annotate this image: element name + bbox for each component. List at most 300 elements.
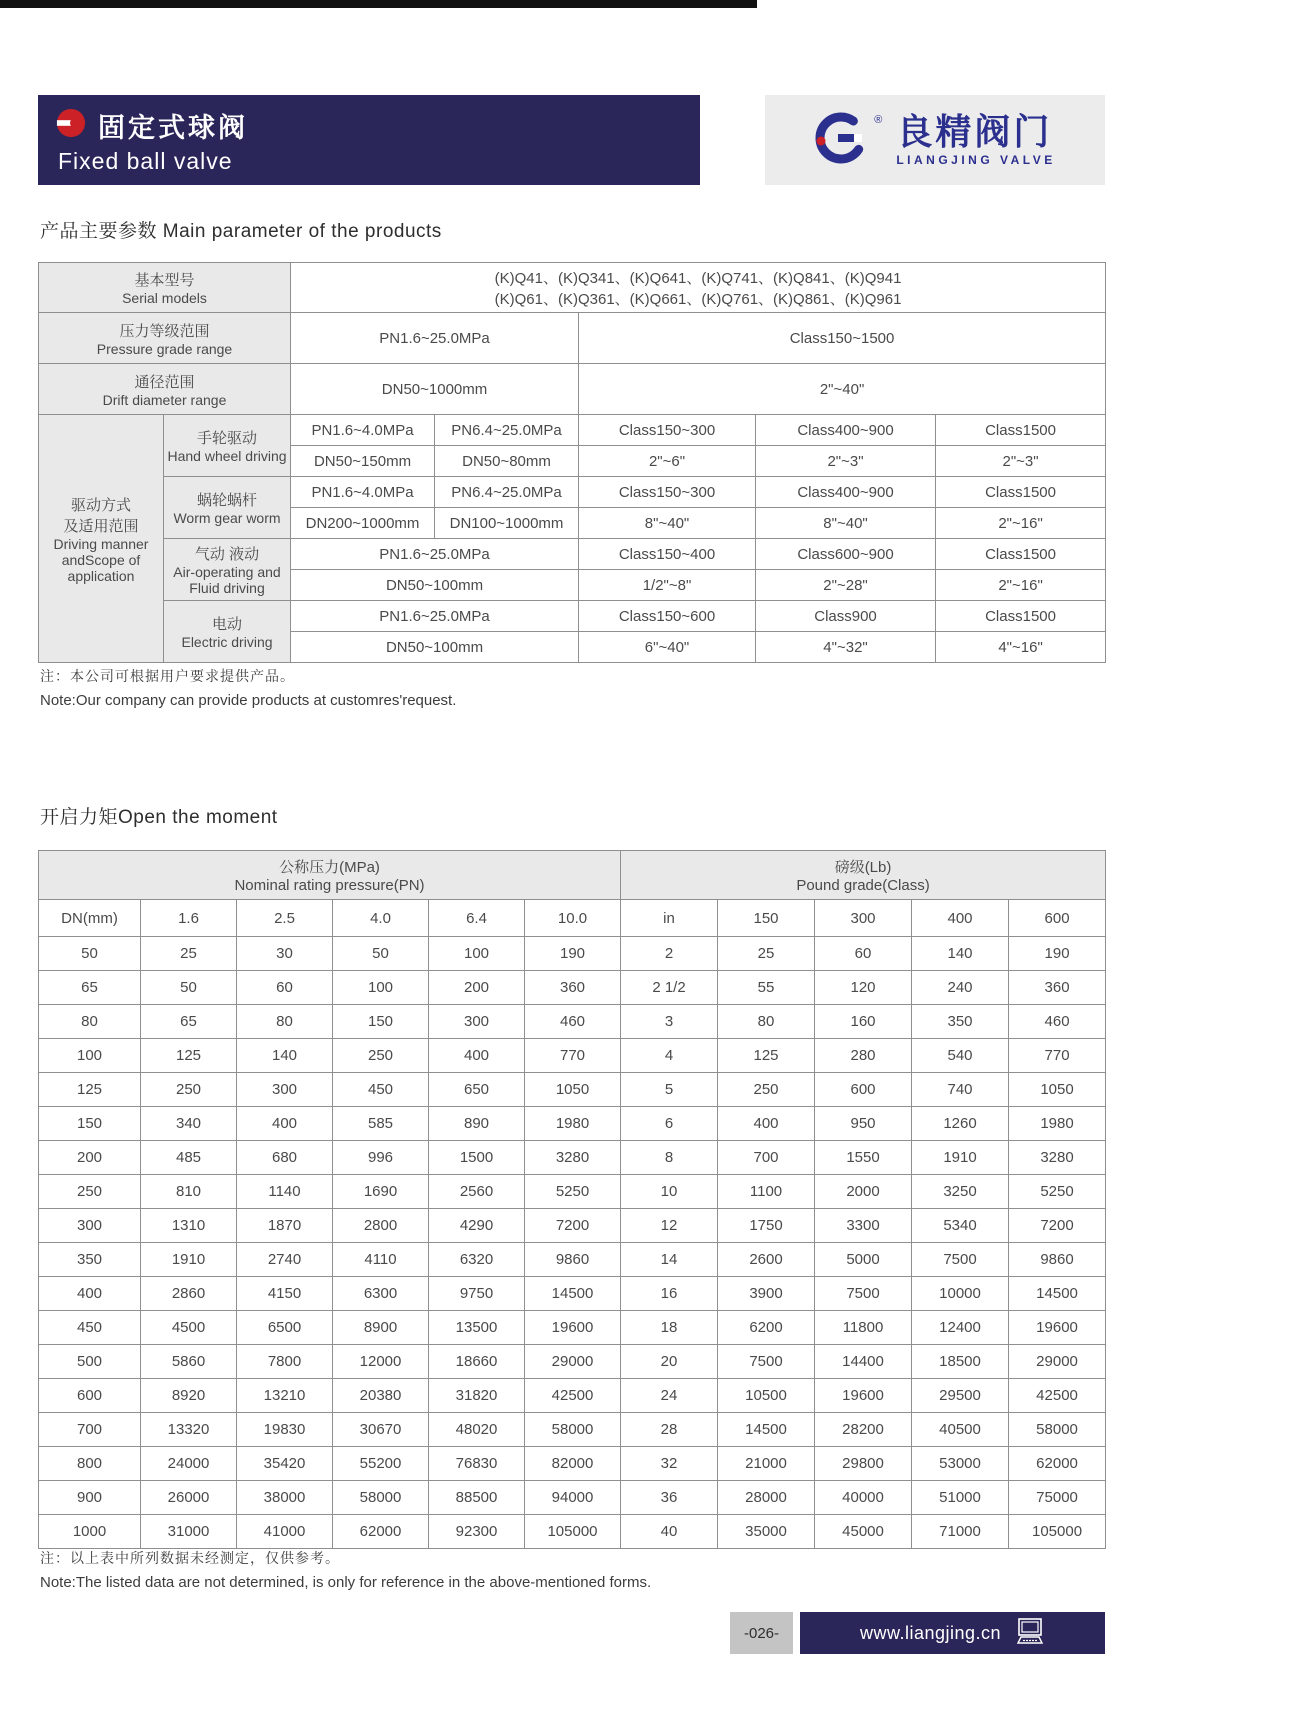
torque-cell: 35420: [237, 1447, 333, 1481]
table-value-cell: DN50~80mm: [435, 446, 579, 477]
torque-cell: 65: [141, 1005, 237, 1039]
torque-cell: 770: [1009, 1039, 1106, 1073]
torque-cell: 1750: [718, 1209, 815, 1243]
drift-diameter-class: 2"~40": [579, 364, 1106, 415]
torque-cell: 6500: [237, 1311, 333, 1345]
torque-cell: 340: [141, 1107, 237, 1141]
note-reference: [40, 1548, 651, 1591]
torque-cell: 7200: [525, 1209, 621, 1243]
torque-cell: 51000: [912, 1481, 1009, 1515]
note-reference-en: Note:The listed data are not determined, is only for reference in the above-mentioned forms.: [40, 1574, 652, 1591]
torque-cell: 900: [39, 1481, 141, 1515]
torque-cell: 150: [39, 1107, 141, 1141]
torque-cell: 29500: [912, 1379, 1009, 1413]
drift-diameter-pn: DN50~1000mm: [291, 364, 579, 415]
torque-cell: 14400: [815, 1345, 912, 1379]
table-value-cell: Class150~400: [579, 539, 756, 570]
torque-cell: 9860: [1009, 1243, 1106, 1277]
torque-cell: 80: [718, 1005, 815, 1039]
torque-cell: 29800: [815, 1447, 912, 1481]
table-value-cell: 4"~32": [756, 632, 936, 663]
torque-cell: 770: [525, 1039, 621, 1073]
torque-cell: 350: [39, 1243, 141, 1277]
torque-cell: 2 1/2: [621, 971, 718, 1005]
torque-row: [39, 1107, 1106, 1141]
torque-row: [39, 1379, 1106, 1413]
top-accent-bar: [0, 0, 757, 8]
torque-cell: 40500: [912, 1413, 1009, 1447]
table-value-cell: 8"~40": [579, 508, 756, 539]
torque-cell: 360: [525, 971, 621, 1005]
section-title-main-parameter: 产品主要参数 Main parameter of the products: [40, 221, 442, 242]
torque-cell: 680: [237, 1141, 333, 1175]
logo-box: [765, 95, 1105, 185]
torque-cell: 14500: [1009, 1277, 1106, 1311]
torque-cell: 1310: [141, 1209, 237, 1243]
torque-cell: 7500: [815, 1277, 912, 1311]
table-value-cell: 2"~16": [936, 508, 1106, 539]
torque-cell: 600: [39, 1379, 141, 1413]
torque-cell: 18500: [912, 1345, 1009, 1379]
torque-row: [39, 1039, 1106, 1073]
torque-row: [39, 1277, 1106, 1311]
torque-table-head: [39, 851, 1106, 937]
torque-cell: 14500: [718, 1413, 815, 1447]
torque-cell: 450: [333, 1073, 429, 1107]
torque-cell: 4500: [141, 1311, 237, 1345]
torque-cell: 3: [621, 1005, 718, 1039]
torque-cell: 14500: [525, 1277, 621, 1311]
page-title-zh: 固定式球阀: [98, 112, 248, 143]
main-parameter-table: [38, 262, 1106, 663]
torque-cell: 250: [39, 1175, 141, 1209]
torque-cell: 20: [621, 1345, 718, 1379]
footer-website-url: www.liangjing.cn: [859, 1622, 1002, 1643]
torque-row: [39, 1447, 1106, 1481]
torque-cell: 48020: [429, 1413, 525, 1447]
column-header: in: [621, 900, 718, 937]
torque-cell: 13320: [141, 1413, 237, 1447]
torque-cell: 4150: [237, 1277, 333, 1311]
torque-cell: 7500: [912, 1243, 1009, 1277]
torque-cell: 240: [912, 971, 1009, 1005]
torque-cell: 950: [815, 1107, 912, 1141]
torque-cell: 1140: [237, 1175, 333, 1209]
table-value-cell: 2"~16": [936, 570, 1106, 601]
torque-cell: 800: [39, 1447, 141, 1481]
column-header: 4.0: [333, 900, 429, 937]
table-value-cell: DN50~100mm: [291, 632, 579, 663]
table-value-cell: Class1500: [936, 415, 1106, 446]
torque-cell: 540: [912, 1039, 1009, 1073]
table-value-cell: PN1.6~25.0MPa: [291, 601, 579, 632]
torque-cell: 8: [621, 1141, 718, 1175]
torque-cell: 5860: [141, 1345, 237, 1379]
torque-cell: 8900: [333, 1311, 429, 1345]
table-value-cell: 2"~6": [579, 446, 756, 477]
torque-cell: 45000: [815, 1515, 912, 1549]
torque-table-body: [39, 937, 1106, 1549]
page-title-en: Fixed ball valve: [58, 147, 233, 174]
torque-cell: 25: [718, 937, 815, 971]
torque-cell: 2: [621, 937, 718, 971]
torque-cell: 55: [718, 971, 815, 1005]
torque-cell: 65: [39, 971, 141, 1005]
torque-cell: 190: [1009, 937, 1106, 971]
table-value-cell: Class150~300: [579, 415, 756, 446]
torque-cell: 26000: [141, 1481, 237, 1515]
torque-cell: 30670: [333, 1413, 429, 1447]
torque-cell: 32: [621, 1447, 718, 1481]
torque-cell: 600: [815, 1073, 912, 1107]
torque-cell: 18: [621, 1311, 718, 1345]
torque-cell: 40000: [815, 1481, 912, 1515]
torque-row: [39, 1413, 1106, 1447]
torque-cell: 58000: [333, 1481, 429, 1515]
torque-row: [39, 1345, 1106, 1379]
torque-cell: 3280: [1009, 1141, 1106, 1175]
torque-cell: 100: [39, 1039, 141, 1073]
torque-cell: 7200: [1009, 1209, 1106, 1243]
torque-cell: 82000: [525, 1447, 621, 1481]
torque-cell: 25: [141, 937, 237, 971]
torque-cell: 12400: [912, 1311, 1009, 1345]
table-value-cell: Class400~900: [756, 415, 936, 446]
torque-cell: 29000: [525, 1345, 621, 1379]
column-header: 10.0: [525, 900, 621, 937]
torque-cell: 60: [237, 971, 333, 1005]
torque-cell: 5000: [815, 1243, 912, 1277]
torque-cell: 6: [621, 1107, 718, 1141]
torque-cell: 996: [333, 1141, 429, 1175]
driver-label-electric: 电动 Electric driving: [164, 601, 291, 663]
torque-cell: 12000: [333, 1345, 429, 1379]
torque-cell: 4110: [333, 1243, 429, 1277]
torque-cell: 1690: [333, 1175, 429, 1209]
torque-cell: 2800: [333, 1209, 429, 1243]
torque-row: [39, 971, 1106, 1005]
torque-cell: 400: [718, 1107, 815, 1141]
torque-cell: 890: [429, 1107, 525, 1141]
table-value-cell: 6"~40": [579, 632, 756, 663]
torque-cell: 31820: [429, 1379, 525, 1413]
torque-cell: 5250: [1009, 1175, 1106, 1209]
torque-cell: 62000: [333, 1515, 429, 1549]
torque-cell: 38000: [237, 1481, 333, 1515]
torque-cell: 19600: [1009, 1311, 1106, 1345]
driver-label-air-fluid: 气动 液动 Air-operating and Fluid driving: [164, 539, 291, 601]
torque-cell: 2860: [141, 1277, 237, 1311]
note-reference-zh: 注：以上表中所列数据未经测定，仅供参考。: [40, 1550, 340, 1566]
torque-cell: 1550: [815, 1141, 912, 1175]
torque-cell: 350: [912, 1005, 1009, 1039]
torque-cell: 7800: [237, 1345, 333, 1379]
torque-cell: 19830: [237, 1413, 333, 1447]
table-value-cell: 1/2"~8": [579, 570, 756, 601]
torque-cell: 42500: [1009, 1379, 1106, 1413]
table-value-cell: Class600~900: [756, 539, 936, 570]
column-header: 600: [1009, 900, 1106, 937]
footer-page-number: -026-: [730, 1612, 793, 1654]
torque-cell: 10: [621, 1175, 718, 1209]
torque-cell: 14: [621, 1243, 718, 1277]
torque-cell: 2740: [237, 1243, 333, 1277]
table-value-cell: DN50~100mm: [291, 570, 579, 601]
driver-label-handwheel: 手轮驱动 Hand wheel driving: [164, 415, 291, 477]
footer-website-bar: [800, 1612, 1105, 1654]
column-header: 2.5: [237, 900, 333, 937]
torque-cell: 125: [141, 1039, 237, 1073]
torque-cell: 75000: [1009, 1481, 1106, 1515]
torque-cell: 19600: [815, 1379, 912, 1413]
note-products: [40, 666, 456, 709]
torque-cell: 650: [429, 1073, 525, 1107]
note-products-en: Note:Our company can provide products at customres'request.: [40, 692, 457, 709]
torque-cell: 55200: [333, 1447, 429, 1481]
torque-cell: 10500: [718, 1379, 815, 1413]
torque-cell: 24: [621, 1379, 718, 1413]
torque-cell: 41000: [237, 1515, 333, 1549]
torque-cell: 29000: [1009, 1345, 1106, 1379]
torque-cell: 1870: [237, 1209, 333, 1243]
torque-row: [39, 1175, 1106, 1209]
torque-cell: 80: [39, 1005, 141, 1039]
torque-row: [39, 1515, 1106, 1549]
torque-cell: 20380: [333, 1379, 429, 1413]
torque-cell: 810: [141, 1175, 237, 1209]
torque-cell: 6300: [333, 1277, 429, 1311]
torque-cell: 9750: [429, 1277, 525, 1311]
torque-cell: 3280: [525, 1141, 621, 1175]
torque-cell: 1000: [39, 1515, 141, 1549]
torque-cell: 80: [237, 1005, 333, 1039]
torque-table: [38, 850, 1106, 1549]
torque-cell: 2600: [718, 1243, 815, 1277]
torque-cell: 1910: [141, 1243, 237, 1277]
torque-cell: 10000: [912, 1277, 1009, 1311]
torque-row: [39, 1311, 1106, 1345]
liangjing-logo-icon: [814, 111, 868, 170]
torque-cell: 12: [621, 1209, 718, 1243]
torque-cell: 21000: [718, 1447, 815, 1481]
torque-cell: 400: [39, 1277, 141, 1311]
torque-cell: 5340: [912, 1209, 1009, 1243]
torque-cell: 35000: [718, 1515, 815, 1549]
column-header: 150: [718, 900, 815, 937]
table-value-cell: PN1.6~4.0MPa: [291, 415, 435, 446]
torque-cell: 140: [237, 1039, 333, 1073]
torque-cell: 1100: [718, 1175, 815, 1209]
torque-row: [39, 1481, 1106, 1515]
torque-cell: 11800: [815, 1311, 912, 1345]
table-value-cell: 2"~3": [936, 446, 1106, 477]
torque-cell: 16: [621, 1277, 718, 1311]
torque-cell: 13500: [429, 1311, 525, 1345]
torque-cell: 76830: [429, 1447, 525, 1481]
column-header: 1.6: [141, 900, 237, 937]
table-value-cell: 8"~40": [756, 508, 936, 539]
torque-cell: 3900: [718, 1277, 815, 1311]
torque-cell: 92300: [429, 1515, 525, 1549]
torque-cell: 250: [718, 1073, 815, 1107]
table-value-cell: Class400~900: [756, 477, 936, 508]
torque-cell: 1500: [429, 1141, 525, 1175]
table-value-cell: 4"~16": [936, 632, 1106, 663]
torque-row: [39, 937, 1106, 971]
logo-name-zh: 良精阀门: [896, 111, 1053, 152]
torque-cell: 200: [429, 971, 525, 1005]
serial-models-value: (K)Q41、(K)Q341、(K)Q641、(K)Q741、(K)Q841、(K)Q941 (K)Q61、(K)Q361、(K)Q661、(K)Q761、(K)Q861、(K)Q961: [291, 263, 1106, 313]
torque-cell: 1980: [1009, 1107, 1106, 1141]
torque-cell: 19600: [525, 1311, 621, 1345]
torque-cell: 50: [333, 937, 429, 971]
torque-row: [39, 1005, 1106, 1039]
torque-cell: 300: [429, 1005, 525, 1039]
torque-cell: 100: [429, 937, 525, 971]
torque-row: [39, 1243, 1106, 1277]
torque-cell: 125: [39, 1073, 141, 1107]
logo-name-en: LIANGJING VALVE: [896, 153, 1056, 167]
torque-cell: 700: [39, 1413, 141, 1447]
torque-cell: 3300: [815, 1209, 912, 1243]
table-value-cell: PN1.6~4.0MPa: [291, 477, 435, 508]
table-value-cell: DN50~150mm: [291, 446, 435, 477]
torque-cell: 3250: [912, 1175, 1009, 1209]
table-value-cell: Class1500: [936, 539, 1106, 570]
header-banner: [38, 95, 700, 185]
torque-cell: 58000: [1009, 1413, 1106, 1447]
table-value-cell: PN6.4~25.0MPa: [435, 415, 579, 446]
torque-cell: 160: [815, 1005, 912, 1039]
torque-cell: 18660: [429, 1345, 525, 1379]
torque-cell: 94000: [525, 1481, 621, 1515]
torque-cell: 740: [912, 1073, 1009, 1107]
torque-cell: 2000: [815, 1175, 912, 1209]
torque-cell: 2560: [429, 1175, 525, 1209]
table-value-cell: 2"~3": [756, 446, 936, 477]
torque-cell: 71000: [912, 1515, 1009, 1549]
group-header-class: 磅级(Lb) Pound grade(Class): [621, 851, 1106, 900]
torque-cell: 300: [237, 1073, 333, 1107]
torque-cell: 105000: [525, 1515, 621, 1549]
torque-cell: 50: [141, 971, 237, 1005]
torque-cell: 485: [141, 1141, 237, 1175]
torque-cell: 585: [333, 1107, 429, 1141]
torque-cell: 50: [39, 937, 141, 971]
torque-cell: 1980: [525, 1107, 621, 1141]
torque-cell: 7500: [718, 1345, 815, 1379]
table-value-cell: DN200~1000mm: [291, 508, 435, 539]
table-value-cell: Class150~600: [579, 601, 756, 632]
torque-cell: 36: [621, 1481, 718, 1515]
torque-cell: 62000: [1009, 1447, 1106, 1481]
torque-cell: 6320: [429, 1243, 525, 1277]
column-header: 6.4: [429, 900, 525, 937]
section-title-open-moment: 开启力矩Open the moment: [40, 807, 278, 828]
torque-cell: 250: [141, 1073, 237, 1107]
torque-cell: 60: [815, 937, 912, 971]
torque-cell: 13210: [237, 1379, 333, 1413]
torque-cell: 400: [429, 1039, 525, 1073]
torque-cell: 460: [1009, 1005, 1106, 1039]
note-products-zh: 注：本公司可根据用户要求提供产品。: [40, 668, 295, 684]
torque-cell: 1050: [1009, 1073, 1106, 1107]
torque-cell: 200: [39, 1141, 141, 1175]
torque-cell: 24000: [141, 1447, 237, 1481]
torque-cell: 1050: [525, 1073, 621, 1107]
table-value-cell: PN1.6~25.0MPa: [291, 539, 579, 570]
torque-cell: 100: [333, 971, 429, 1005]
driving-manner-label: 驱动方式 及适用范围 Driving manner andScope of application: [39, 415, 164, 663]
torque-cell: 5250: [525, 1175, 621, 1209]
torque-cell: 360: [1009, 971, 1106, 1005]
torque-cell: 28000: [718, 1481, 815, 1515]
torque-cell: 450: [39, 1311, 141, 1345]
table-value-cell: DN100~1000mm: [435, 508, 579, 539]
torque-cell: 105000: [1009, 1515, 1106, 1549]
torque-cell: 120: [815, 971, 912, 1005]
torque-cell: 400: [237, 1107, 333, 1141]
torque-cell: 140: [912, 937, 1009, 971]
table-value-cell: Class150~300: [579, 477, 756, 508]
torque-cell: 5: [621, 1073, 718, 1107]
serial-models-label: 基本型号 Serial models: [39, 263, 291, 313]
table-value-cell: PN6.4~25.0MPa: [435, 477, 579, 508]
column-header: 300: [815, 900, 912, 937]
pressure-grade-class: Class150~1500: [579, 313, 1106, 364]
ball-valve-icon: [56, 108, 86, 143]
torque-row: [39, 1209, 1106, 1243]
column-header: DN(mm): [39, 900, 141, 937]
torque-cell: 88500: [429, 1481, 525, 1515]
table-value-cell: Class900: [756, 601, 936, 632]
torque-cell: 1260: [912, 1107, 1009, 1141]
torque-cell: 300: [39, 1209, 141, 1243]
group-header-pn: 公称压力(MPa) Nominal rating pressure(PN): [39, 851, 621, 900]
pressure-grade-label: 压力等级范围 Pressure grade range: [39, 313, 291, 364]
torque-cell: 30: [237, 937, 333, 971]
torque-cell: 150: [333, 1005, 429, 1039]
torque-cell: 190: [525, 937, 621, 971]
torque-cell: 6200: [718, 1311, 815, 1345]
driver-label-wormgear: 蜗轮蜗杆 Worm gear worm: [164, 477, 291, 539]
torque-cell: 28200: [815, 1413, 912, 1447]
table-value-cell: Class1500: [936, 477, 1106, 508]
torque-cell: 500: [39, 1345, 141, 1379]
torque-cell: 250: [333, 1039, 429, 1073]
torque-cell: 53000: [912, 1447, 1009, 1481]
torque-cell: 125: [718, 1039, 815, 1073]
torque-row: [39, 1073, 1106, 1107]
table-value-cell: 2"~28": [756, 570, 936, 601]
torque-cell: 31000: [141, 1515, 237, 1549]
torque-cell: 9860: [525, 1243, 621, 1277]
pressure-grade-pn: PN1.6~25.0MPa: [291, 313, 579, 364]
torque-cell: 8920: [141, 1379, 237, 1413]
column-header: 400: [912, 900, 1009, 937]
torque-cell: 700: [718, 1141, 815, 1175]
torque-cell: 280: [815, 1039, 912, 1073]
torque-cell: 58000: [525, 1413, 621, 1447]
registered-mark: ®: [874, 114, 883, 126]
drift-diameter-label: 通径范围 Drift diameter range: [39, 364, 291, 415]
torque-cell: 28: [621, 1413, 718, 1447]
torque-cell: 4: [621, 1039, 718, 1073]
torque-cell: 1910: [912, 1141, 1009, 1175]
table-value-cell: Class1500: [936, 601, 1106, 632]
computer-icon: [1015, 1617, 1045, 1650]
torque-cell: 42500: [525, 1379, 621, 1413]
